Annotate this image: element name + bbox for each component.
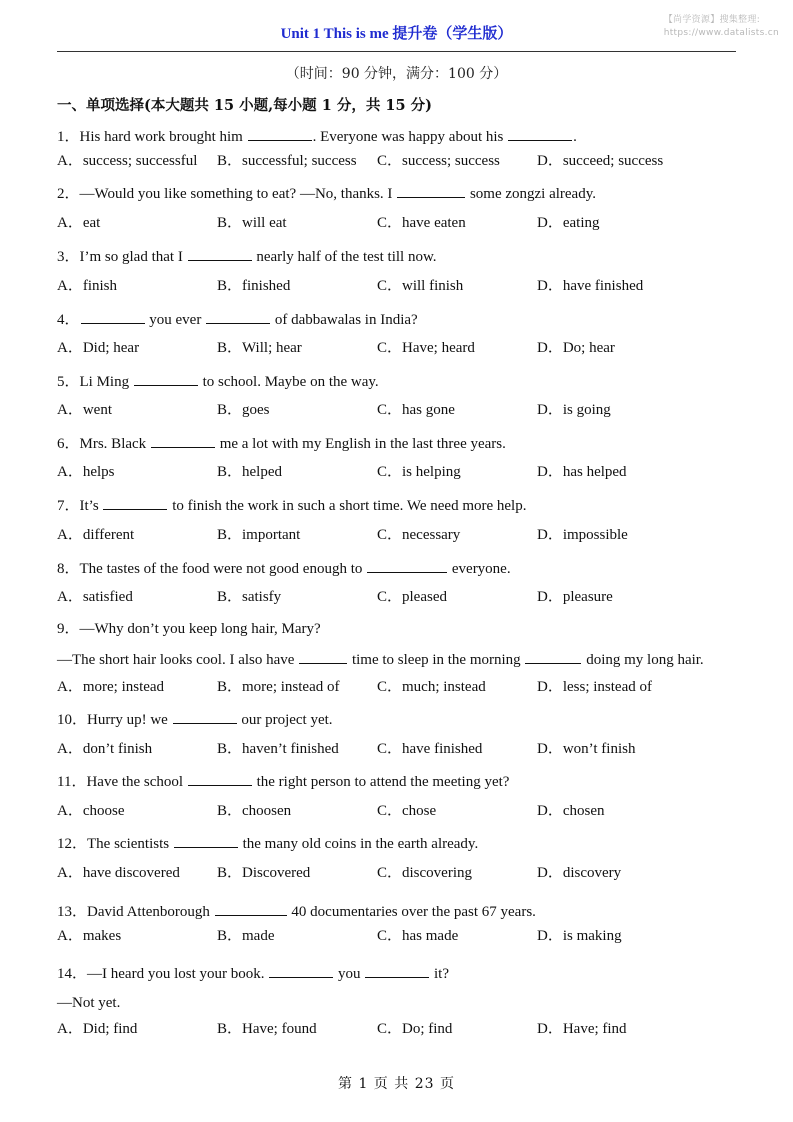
option-c[interactable]: C．have eaten <box>377 215 466 231</box>
question-text: . <box>573 129 577 145</box>
option-b[interactable]: B．made <box>217 928 275 944</box>
question-text: the many old coins in the earth already. <box>238 836 479 852</box>
option-a[interactable]: A．eat <box>57 215 101 231</box>
option-c[interactable]: C．success; success <box>377 153 500 169</box>
option-d[interactable]: D．won’t finish <box>537 741 636 757</box>
option-d[interactable]: D．Do; hear <box>537 340 615 356</box>
question-text: the right person to attend the meeting yet? <box>252 774 510 790</box>
option-a[interactable]: A．more; instead <box>57 679 165 695</box>
option-c[interactable]: C．chose <box>377 803 437 819</box>
watermark-url: https://www.datalists.cn <box>663 28 779 38</box>
answer-blank[interactable] <box>248 125 312 141</box>
question-stem <box>57 432 506 454</box>
option-c[interactable]: C．have finished <box>377 741 483 757</box>
option-d[interactable]: D．is making <box>537 928 622 944</box>
question-text: you ever <box>145 312 206 328</box>
option-d[interactable]: D．succeed; success <box>537 153 664 169</box>
option-a[interactable]: A．helps <box>57 464 115 480</box>
question-stem <box>57 708 333 730</box>
question-stem <box>57 308 418 330</box>
watermark-line1: 【尚学资源】搜集整理: <box>663 15 761 25</box>
answer-blank[interactable] <box>134 370 198 386</box>
answer-blank[interactable] <box>269 962 333 978</box>
option-c[interactable]: C．Have; heard <box>377 340 475 356</box>
question-stem <box>57 370 379 392</box>
question-text: some zongzi already. <box>466 186 596 202</box>
question-text: —Would you like something to eat? —No, thanks. I <box>79 186 397 202</box>
answer-blank[interactable] <box>525 648 581 664</box>
option-c[interactable]: C．discovering <box>377 865 472 881</box>
question-text: —I heard you lost your book. <box>87 966 269 982</box>
question-text: His hard work brought him <box>79 129 247 145</box>
option-b[interactable]: B．Will; hear <box>217 340 302 356</box>
option-a[interactable]: A．success; successful <box>57 153 198 169</box>
question-number: 4． <box>57 312 80 328</box>
option-a[interactable]: A．choose <box>57 803 125 819</box>
option-a[interactable]: A．different <box>57 527 135 543</box>
question-stem-line2 <box>57 648 704 670</box>
question-number: 1． <box>57 129 80 145</box>
option-b[interactable]: B．Have; found <box>217 1021 317 1037</box>
answer-blank[interactable] <box>215 900 287 916</box>
option-d[interactable]: D．pleasure <box>537 589 613 605</box>
option-c[interactable]: C．is helping <box>377 464 461 480</box>
question-number: 12． <box>57 836 88 852</box>
option-a[interactable]: A．finish <box>57 278 118 294</box>
option-a[interactable]: A．satisfied <box>57 589 133 605</box>
option-d[interactable]: D．less; instead of <box>537 679 652 695</box>
question-stem <box>57 832 478 854</box>
option-b[interactable]: B．will eat <box>217 215 287 231</box>
option-b[interactable]: B．more; instead of <box>217 679 340 695</box>
question-number: 2． <box>57 186 80 202</box>
exam-info: （时间：90 分钟，满分：100 分） <box>285 66 508 82</box>
question-stem <box>57 962 449 984</box>
question-text: . Everyone was happy about his <box>312 129 508 145</box>
option-a[interactable]: A．Did; find <box>57 1021 138 1037</box>
option-a[interactable]: A．don’t finish <box>57 741 153 757</box>
answer-blank[interactable] <box>367 557 447 573</box>
question-stem <box>57 494 526 516</box>
question-text: David Attenborough <box>87 904 214 920</box>
option-b[interactable]: B．helped <box>217 464 282 480</box>
option-d[interactable]: D．impossible <box>537 527 628 543</box>
answer-blank[interactable] <box>188 770 252 786</box>
option-c[interactable]: C．has gone <box>377 402 455 418</box>
question-number: 10． <box>57 712 88 728</box>
question-text: it? <box>430 966 449 982</box>
option-d[interactable]: D．Have; find <box>537 1021 627 1037</box>
question-stem-line2 <box>57 993 120 1013</box>
question-stem <box>57 900 536 922</box>
question-text: —Why don’t you keep long hair, Mary? <box>79 621 321 637</box>
page-number: 第 1 页 共 23 页 <box>338 1076 455 1092</box>
question-text: everyone. <box>448 561 511 577</box>
answer-blank[interactable] <box>188 245 252 261</box>
question-text: —The short hair looks cool. I also have <box>57 652 299 668</box>
question-stem <box>57 245 437 267</box>
option-b[interactable]: B．goes <box>217 402 270 418</box>
option-d[interactable]: D．is going <box>537 402 611 418</box>
question-text: our project yet. <box>237 712 333 728</box>
question-stem <box>57 125 577 147</box>
option-b[interactable]: B．successful; success <box>217 153 357 169</box>
question-text: you <box>334 966 365 982</box>
option-a[interactable]: A．have discovered <box>57 865 180 881</box>
question-number: 3． <box>57 249 80 265</box>
option-c[interactable]: C．will finish <box>377 278 464 294</box>
answer-blank[interactable] <box>81 308 145 324</box>
question-number: 7． <box>57 498 80 514</box>
question-text: me a lot with my English in the last three years. <box>215 436 506 452</box>
question-text: time to sleep in the morning <box>348 652 525 668</box>
question-text: Mrs. Black <box>79 436 150 452</box>
question-text: to finish the work in such a short time. We need more help. <box>168 498 527 514</box>
question-text: The scientists <box>87 836 173 852</box>
header-divider <box>57 51 736 52</box>
option-d[interactable]: D．eating <box>537 215 600 231</box>
question-text: Hurry up! we <box>87 712 172 728</box>
option-b[interactable]: B．important <box>217 527 301 543</box>
section-heading: 一、单项选择(本大题共 15 小题,每小题 1 分，共 15 分) <box>57 97 433 114</box>
answer-blank[interactable] <box>299 648 347 664</box>
question-text: —Not yet. <box>57 995 121 1011</box>
question-text: Have the school <box>86 774 187 790</box>
question-text: 40 documentaries over the past 67 years. <box>287 904 536 920</box>
question-stem <box>57 182 596 204</box>
option-d[interactable]: D．chosen <box>537 803 605 819</box>
question-stem <box>57 770 509 792</box>
option-c[interactable]: C．has made <box>377 928 459 944</box>
question-text: Li Ming <box>79 374 133 390</box>
question-number: 6． <box>57 436 80 452</box>
option-a[interactable]: A．makes <box>57 928 122 944</box>
option-b[interactable]: B．finished <box>217 278 291 294</box>
question-text: doing my long hair. <box>582 652 704 668</box>
question-text: of dabbawalas in India? <box>271 312 418 328</box>
option-c[interactable]: C．necessary <box>377 527 461 543</box>
answer-blank[interactable] <box>206 308 270 324</box>
answer-blank[interactable] <box>173 708 237 724</box>
option-b[interactable]: B．haven’t finished <box>217 741 339 757</box>
option-c[interactable]: C．pleased <box>377 589 447 605</box>
answer-blank[interactable] <box>174 832 238 848</box>
option-d[interactable]: D．discovery <box>537 865 622 881</box>
option-d[interactable]: D．has helped <box>537 464 627 480</box>
option-b[interactable]: B．Discovered <box>217 865 311 881</box>
answer-blank[interactable] <box>365 962 429 978</box>
option-a[interactable]: A．went <box>57 402 112 418</box>
answer-blank[interactable] <box>508 125 572 141</box>
option-b[interactable]: B．satisfy <box>217 589 282 605</box>
question-text: It’s <box>79 498 103 514</box>
question-number: 14． <box>57 966 88 982</box>
question-text: to school. Maybe on the way. <box>198 374 379 390</box>
option-a[interactable]: A．Did; hear <box>57 340 140 356</box>
answer-blank[interactable] <box>103 494 167 510</box>
option-b[interactable]: B．choosen <box>217 803 292 819</box>
question-number: 8． <box>57 561 80 577</box>
option-c[interactable]: C．Do; find <box>377 1021 453 1037</box>
option-c[interactable]: C．much; instead <box>377 679 486 695</box>
question-number: 9． <box>57 621 80 637</box>
page-title: Unit 1 This is me 提升卷（学生版） <box>280 26 513 42</box>
question-text: The tastes of the food were not good enough to <box>79 561 367 577</box>
question-number: 13． <box>57 904 88 920</box>
question-number: 11． <box>57 774 87 790</box>
answer-blank[interactable] <box>397 182 465 198</box>
option-d[interactable]: D．have finished <box>537 278 644 294</box>
question-text: I’m so glad that I <box>79 249 187 265</box>
question-stem <box>57 557 511 579</box>
question-text: nearly half of the test till now. <box>252 249 437 265</box>
answer-blank[interactable] <box>151 432 215 448</box>
question-number: 5． <box>57 374 80 390</box>
question-stem <box>57 619 321 639</box>
